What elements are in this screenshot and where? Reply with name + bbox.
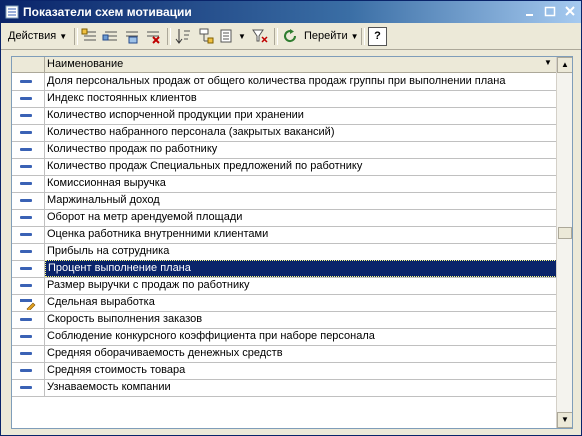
row-icon-cell: [12, 158, 45, 175]
row-name: Комиссионная выручка: [47, 177, 166, 189]
dash-icon: [20, 97, 32, 100]
row-icon-cell: [12, 311, 45, 328]
dash-icon: [20, 335, 32, 338]
row-icon-cell: [12, 141, 45, 158]
row-icon-cell: [12, 294, 45, 311]
table-row[interactable]: [12, 175, 556, 193]
dash-icon: [20, 369, 32, 372]
toolbar-separator: [361, 28, 365, 45]
row-icon-cell: [12, 379, 45, 396]
table-row[interactable]: [12, 243, 556, 261]
row-name: Средняя оборачиваемость денежных средств: [47, 347, 283, 359]
row-name: Количество продаж по работнику: [47, 143, 218, 155]
dropdown-arrow-icon: ▼: [350, 32, 359, 41]
table-row[interactable]: [12, 345, 556, 363]
row-name: Количество продаж Специальных предложений по работнику: [47, 160, 363, 172]
app-icon: [5, 5, 19, 19]
table-row[interactable]: [12, 209, 556, 227]
indicators-table[interactable]: [11, 56, 573, 429]
table-row[interactable]: [12, 141, 556, 159]
row-name: Количество испорченной продукции при хранении: [47, 109, 304, 121]
help-button[interactable]: [368, 27, 387, 46]
refresh-icon[interactable]: [281, 27, 299, 45]
row-icon-cell: [12, 107, 45, 124]
name-column-header[interactable]: Наименование: [47, 58, 124, 70]
goto-menu-button[interactable]: [304, 27, 359, 46]
row-name: Оборот на метр арендуемой площади: [47, 211, 243, 223]
table-row[interactable]: [12, 90, 556, 108]
edit-pen-icon: [18, 296, 36, 310]
table-row[interactable]: [12, 107, 556, 125]
row-icon-cell: [12, 277, 45, 294]
dropdown-arrow-icon: ▼: [59, 32, 68, 41]
row-icon-cell: [12, 209, 45, 226]
table-row[interactable]: [12, 158, 556, 176]
copy-icon[interactable]: [123, 27, 141, 45]
table-row[interactable]: [12, 328, 556, 346]
filter-list-icon[interactable]: [219, 27, 237, 45]
table-header: [12, 57, 556, 73]
hierarchy-icon[interactable]: [198, 27, 216, 45]
row-name: Соблюдение конкурсного коэффициента при наборе персонала: [47, 330, 375, 342]
row-name: Размер выручки с продаж по работнику: [47, 279, 250, 291]
scroll-thumb[interactable]: [558, 227, 572, 239]
row-name: Средняя стоимость товара: [47, 364, 186, 376]
window-title: Показатели схем мотивации: [23, 5, 192, 19]
minimize-button[interactable]: [522, 4, 538, 19]
table-row[interactable]: [12, 124, 556, 142]
maximize-button[interactable]: [542, 4, 558, 19]
row-icon-cell: [12, 260, 45, 277]
table-row[interactable]: [12, 362, 556, 380]
dash-icon: [20, 80, 32, 83]
row-icon-cell: [12, 175, 45, 192]
dash-icon: [20, 250, 32, 253]
dash-icon: [20, 182, 32, 185]
row-icon-cell: [12, 124, 45, 141]
row-icon-cell: [12, 226, 45, 243]
sort-icon[interactable]: [174, 27, 192, 45]
row-icon-cell: [12, 90, 45, 107]
row-icon-cell: [12, 328, 45, 345]
scroll-down-button[interactable]: [557, 412, 573, 428]
scroll-up-button[interactable]: [557, 57, 573, 73]
row-name: Узнаваемость компании: [47, 381, 171, 393]
table-row[interactable]: [12, 294, 556, 312]
dash-icon: [20, 233, 32, 236]
row-icon-cell: [12, 192, 45, 209]
row-icon-cell: [12, 73, 45, 90]
close-button[interactable]: [562, 4, 578, 19]
clear-filter-icon[interactable]: [251, 27, 269, 45]
maximize-icon: [542, 4, 558, 19]
minimize-icon: [522, 4, 538, 19]
row-name: Маржинальный доход: [47, 194, 160, 206]
dash-icon: [20, 284, 32, 287]
dash-icon: [20, 318, 32, 321]
table-row[interactable]: [12, 73, 556, 91]
sort-arrow-icon[interactable]: ▼: [544, 58, 552, 67]
icon-column-header[interactable]: [12, 57, 45, 72]
scroll-down-icon: ▼: [561, 415, 569, 424]
dash-icon: [20, 148, 32, 151]
add-group-icon[interactable]: [102, 27, 120, 45]
row-name: Сдельная выработка: [47, 296, 155, 308]
row-name: Оценка работника внутренними клиентами: [47, 228, 269, 240]
help-icon: ?: [374, 30, 381, 42]
dash-icon: [20, 386, 32, 389]
dash-icon: [20, 165, 32, 168]
goto-menu-label: Перейти: [304, 30, 348, 42]
title-bar[interactable]: [1, 1, 581, 23]
dash-icon: [20, 199, 32, 202]
actions-menu-label: Действия: [8, 30, 57, 42]
vertical-scrollbar[interactable]: [556, 57, 573, 428]
dash-icon: [20, 352, 32, 355]
dash-icon: [20, 216, 32, 219]
add-item-icon[interactable]: [81, 27, 99, 45]
close-icon: [562, 4, 578, 19]
toolbar: [1, 24, 581, 50]
row-name: Количество набранного персонала (закрытых вакансий): [47, 126, 335, 138]
table-row-selected[interactable]: [12, 260, 556, 278]
row-icon-cell: [12, 362, 45, 379]
row-name: Скорость выполнения заказов: [47, 313, 203, 325]
dash-icon: [20, 131, 32, 134]
dropdown-arrow-icon[interactable]: ▼: [238, 32, 246, 41]
table-row[interactable]: [12, 277, 556, 295]
toolbar-separator: [167, 28, 171, 45]
table-row[interactable]: [12, 311, 556, 329]
actions-menu-button[interactable]: [8, 27, 67, 46]
row-name: Процент выполнение плана: [45, 260, 559, 277]
row-icon-cell: [12, 243, 45, 260]
row-name: Доля персональных продаж от общего количества продаж группы при выполнении плана: [47, 75, 506, 87]
row-name: Прибыль на сотрудника: [47, 245, 170, 257]
row-name: Индекс постоянных клиентов: [47, 92, 197, 104]
delete-icon[interactable]: [144, 27, 162, 45]
table-row[interactable]: [12, 379, 556, 397]
scroll-up-icon: ▲: [561, 60, 569, 69]
dash-icon: [20, 114, 32, 117]
toolbar-separator: [74, 28, 78, 45]
dash-icon: [20, 267, 32, 270]
table-row[interactable]: [12, 226, 556, 244]
table-row[interactable]: [12, 192, 556, 210]
row-icon-cell: [12, 345, 45, 362]
toolbar-separator: [274, 28, 278, 45]
